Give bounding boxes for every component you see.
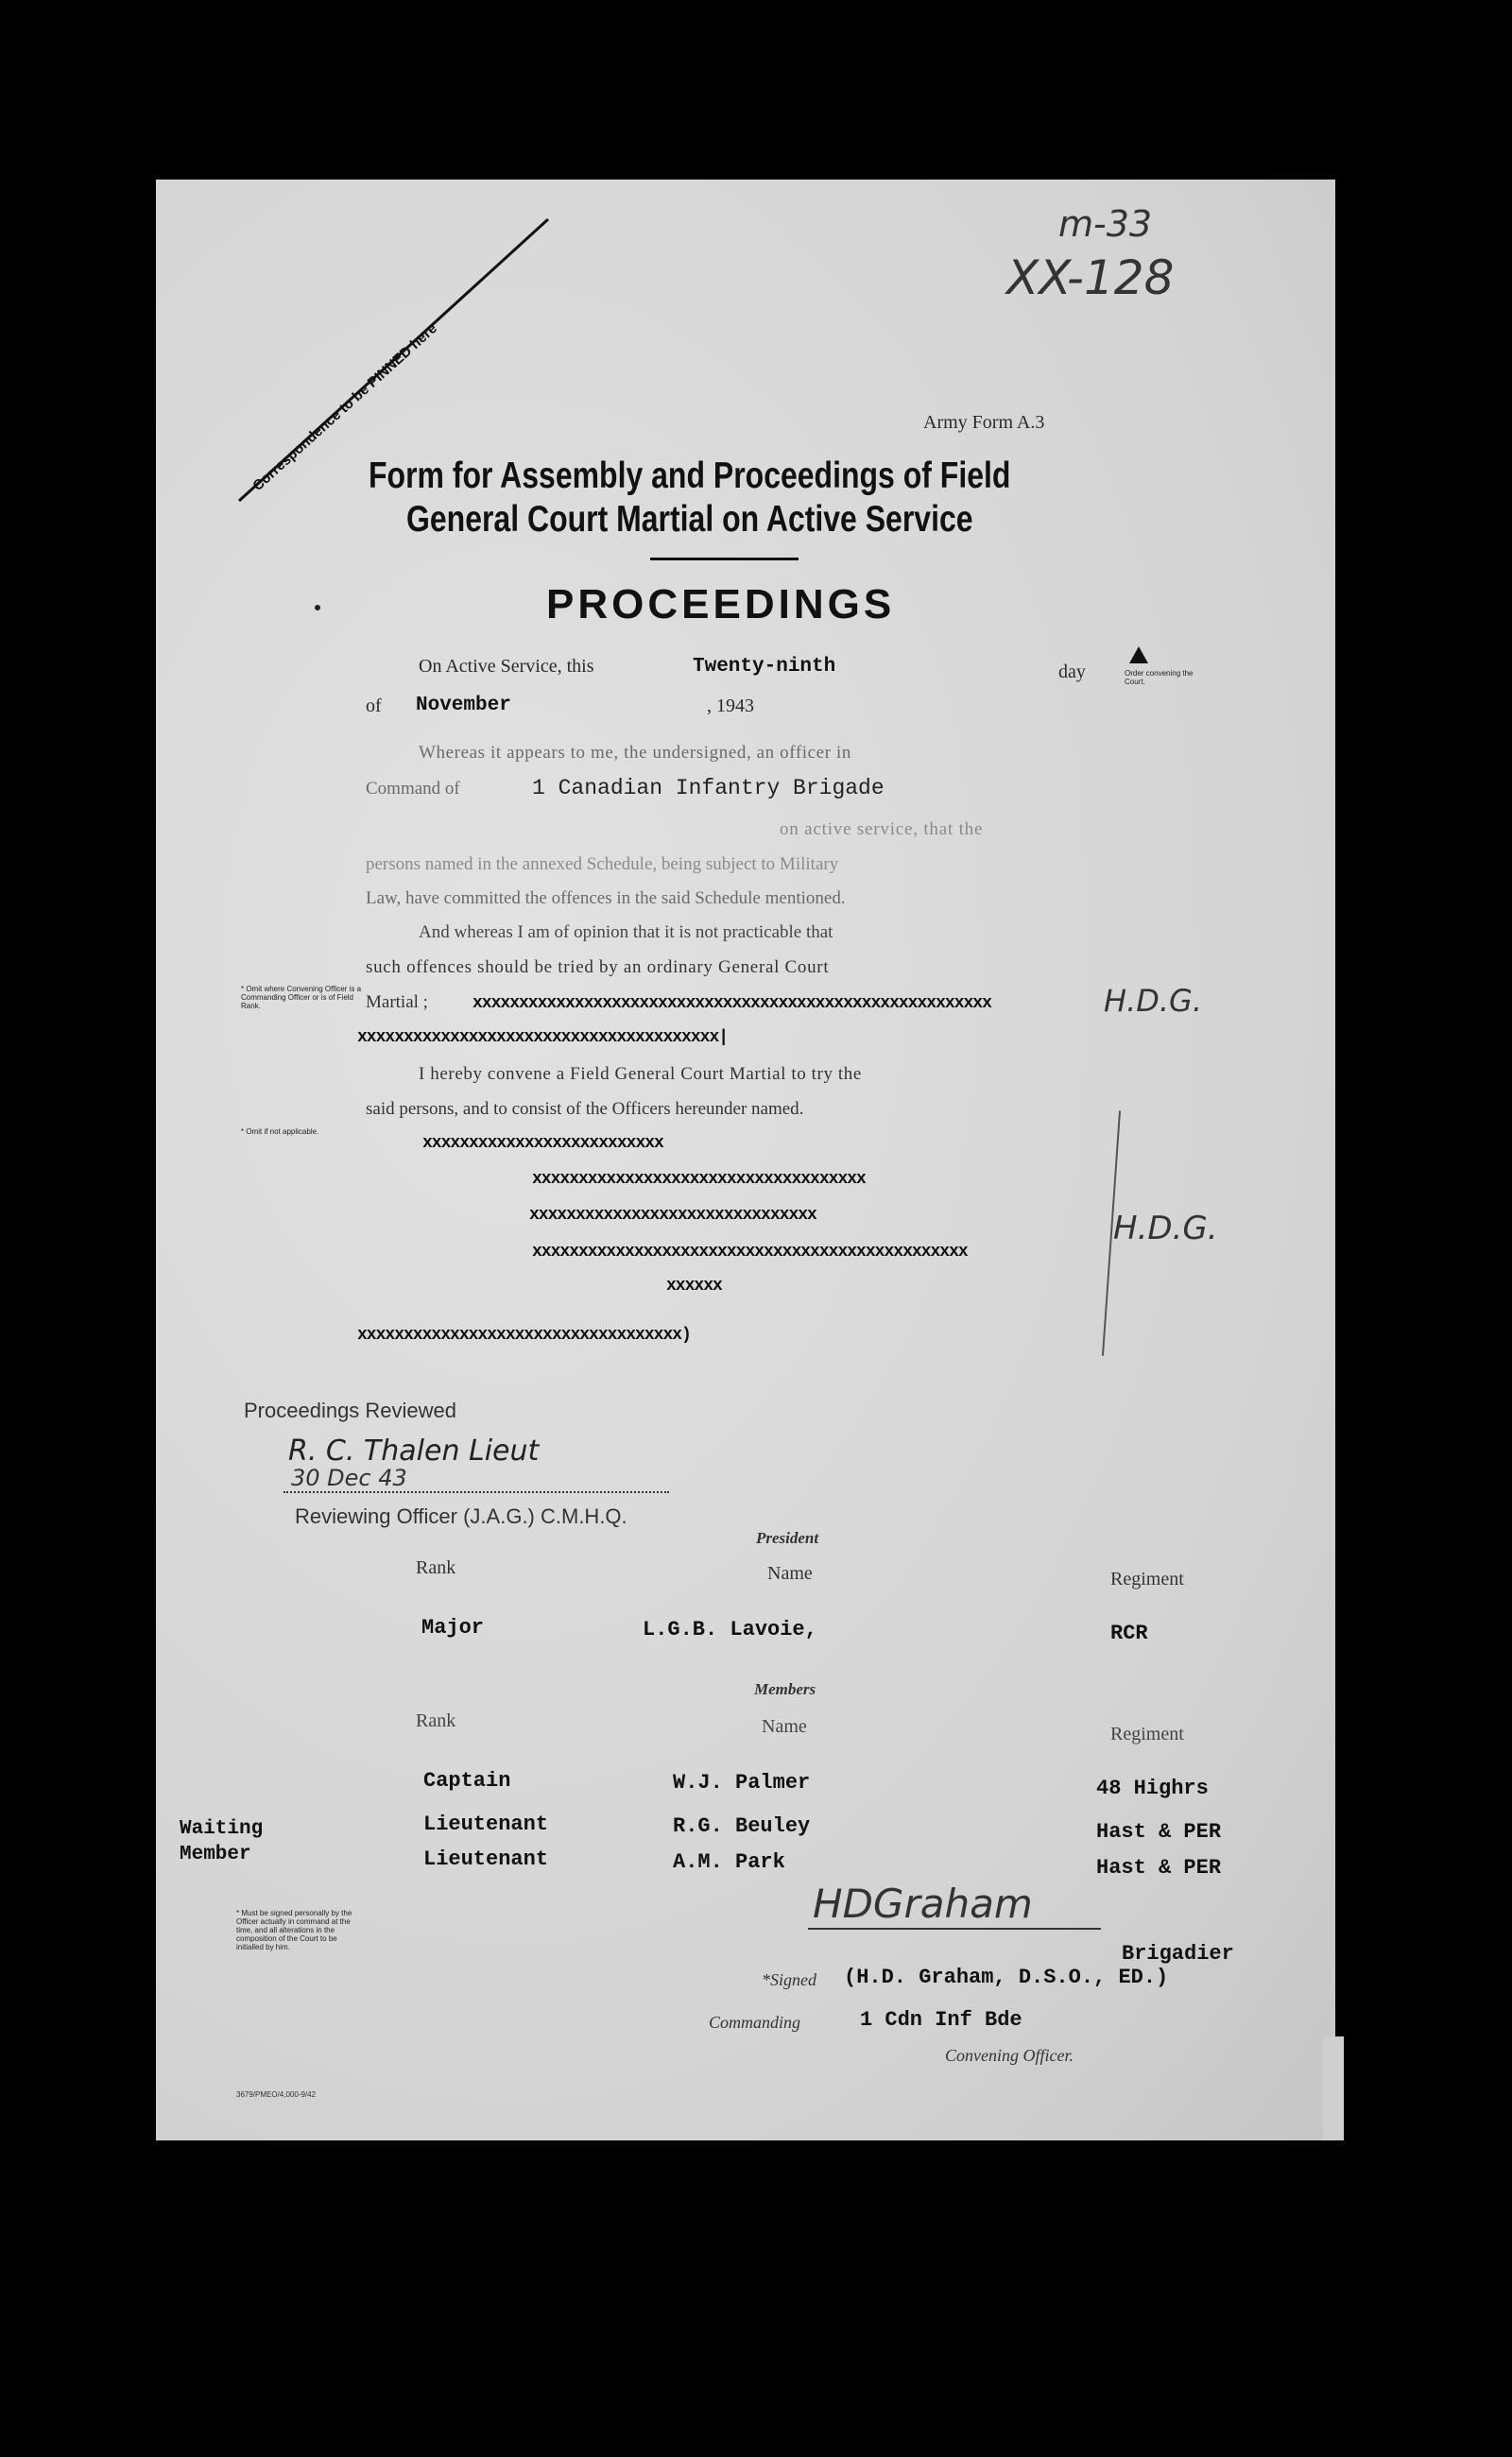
army-form-label: Army Form A.3 [923, 412, 1045, 433]
president-rank: Major [421, 1616, 485, 1640]
active-service-text: on active service, that the [780, 819, 984, 839]
members-regiment-header: Regiment [1110, 1724, 1184, 1744]
signed-value: (H.D. Graham, D.S.O., ED.) [844, 1966, 1169, 1989]
member-regiment: 48 Highrs [1096, 1777, 1209, 1800]
struck-line-8: xxxxxxxxxxxxxxxxxxxxxxxxxxxxxxxxxxx) [357, 1326, 691, 1345]
form-title-line2: General Court Martial on Active Service [406, 499, 973, 540]
reviewing-officer-label: Reviewing Officer (J.A.G.) C.M.H.Q. [295, 1504, 627, 1528]
body-line3: persons named in the annexed Schedule, being subject to Military [366, 854, 839, 874]
member-rank: Lieutenant [423, 1847, 549, 1871]
struck-line-4: xxxxxxxxxxxxxxxxxxxxxxxxxxxxxxxxxxxx [532, 1170, 866, 1189]
body-line6: such offences should be tried by an ordinary General Court [366, 957, 830, 977]
initials-1: H.D.G. [1104, 983, 1203, 1019]
waiting-member-label: Waiting Member [180, 1818, 264, 1865]
command-value: 1 Canadian Infantry Brigade [532, 776, 885, 800]
signed-label: *Signed [762, 1970, 816, 1989]
president-regiment-header: Regiment [1110, 1569, 1184, 1589]
struck-line-7: xxxxxx [666, 1277, 722, 1296]
member-name: W.J. Palmer [673, 1771, 811, 1795]
year-value: , 1943 [707, 696, 754, 716]
must-sign-note: * Must be signed personally by the Officer actually in command at the time, and all alterations in the composition of the Court to be initialled by him. [236, 1909, 352, 1951]
struck-line-1: xxxxxxxxxxxxxxxxxxxxxxxxxxxxxxxxxxxxxxxxxxxxxxxxxxxxxxxx [472, 994, 991, 1013]
handwritten-ref-1: m-33 [1058, 203, 1153, 245]
struck-line-5: xxxxxxxxxxxxxxxxxxxxxxxxxxxxxxx [529, 1206, 816, 1225]
member-name: A.M. Park [673, 1850, 785, 1874]
signature-underline [808, 1928, 1101, 1930]
month-value: November [416, 695, 511, 716]
initials-2: H.D.G. [1113, 1210, 1218, 1247]
proceedings-heading: PROCEEDINGS [546, 581, 896, 627]
day-label: day [1058, 662, 1086, 682]
convening-signature: HDGraham [813, 1881, 1033, 1927]
member-rank: Lieutenant [423, 1813, 549, 1836]
whereas-line1: Whereas it appears to me, the undersigned, an officer in [419, 743, 851, 763]
president-section-label: President [756, 1529, 819, 1547]
convening-officer-label: Convening Officer. [945, 2046, 1074, 2065]
omit-note-1: * Omit where Convening Officer is a Commanding Officer or is of Field Rank. [241, 985, 362, 1010]
of-label: of [366, 696, 382, 716]
review-signature-line [284, 1491, 669, 1493]
review-date: 30 Dec 43 [291, 1465, 407, 1491]
command-label: Command of [366, 779, 460, 799]
day-value: Twenty-ninth [693, 656, 836, 678]
form-title-line1: Form for Assembly and Proceedings of Field [369, 455, 1011, 496]
president-rank-header: Rank [416, 1557, 456, 1578]
order-arrow-icon [1129, 646, 1148, 663]
signer-rank: Brigadier [1122, 1942, 1234, 1966]
member-regiment: Hast & PER [1096, 1820, 1222, 1844]
body-line4: Law, have committed the offences in the said Schedule mentioned. [366, 888, 846, 908]
commanding-value: 1 Cdn Inf Bde [860, 2008, 1022, 2032]
struck-line-2: xxxxxxxxxxxxxxxxxxxxxxxxxxxxxxxxxxxxxxx| [357, 1028, 729, 1047]
review-signature: R. C. Thalen Lieut [288, 1435, 540, 1468]
member-rank: Captain [423, 1769, 511, 1793]
member-name: R.G. Beuley [673, 1814, 811, 1838]
pin-stamp-text: Correspondence to be PINNED here [249, 320, 440, 494]
omit-note-2: * Omit if not applicable. [241, 1127, 319, 1136]
member-regiment: Hast & PER [1096, 1856, 1222, 1880]
print-code: 3679/PMEO/4,000-9/42 [236, 2090, 317, 2099]
handwritten-ref-2: XX-128 [1006, 250, 1175, 305]
paper-edge [1323, 2036, 1344, 2140]
members-section-label: Members [754, 1680, 816, 1698]
president-regiment: RCR [1110, 1622, 1148, 1645]
struck-line-3: xxxxxxxxxxxxxxxxxxxxxxxxxx [422, 1134, 663, 1153]
president-name-header: Name [767, 1563, 813, 1584]
president-name: L.G.B. Lavoie, [643, 1618, 817, 1641]
title-divider [650, 558, 799, 560]
body-line5: And whereas I am of opinion that it is not practicable that [419, 922, 833, 942]
review-label: Proceedings Reviewed [244, 1399, 457, 1422]
convene-line2: said persons, and to consist of the Officers hereunder named. [366, 1099, 804, 1119]
struck-line-6: xxxxxxxxxxxxxxxxxxxxxxxxxxxxxxxxxxxxxxxxxxxxxxx [532, 1243, 968, 1262]
date-prefix: On Active Service, this [419, 656, 594, 677]
convene-line1: I hereby convene a Field General Court Martial to try the [419, 1064, 862, 1084]
commanding-label: Commanding [709, 2013, 801, 2032]
body-line7: Martial ; [366, 992, 428, 1012]
margin-dot [315, 605, 320, 610]
order-note: Order convening the Court. [1125, 669, 1194, 686]
members-name-header: Name [762, 1716, 807, 1737]
members-rank-header: Rank [416, 1710, 456, 1731]
